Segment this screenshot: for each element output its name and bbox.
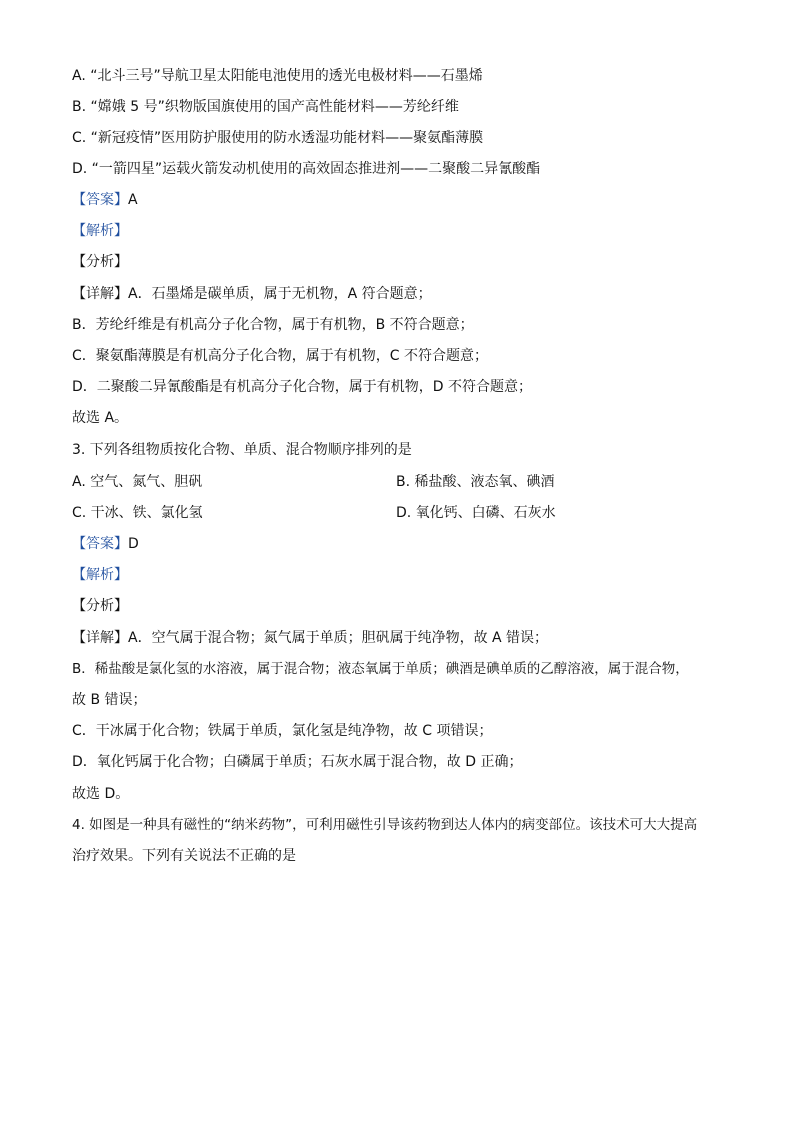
fenxi-tag: 【分析】	[72, 254, 128, 270]
q3-stem: 3. 下列各组物质按化合物、单质、混合物顺序排列的是	[72, 442, 412, 458]
q3-fenxi	[72, 596, 732, 616]
q2-analysis	[72, 221, 732, 241]
q3-detail-line-2: B．稀盐酸是氯化氢的水溶液，属于混合物；液态氧属于单质；碘酒是碘单质的乙醇溶液，属于混合物，	[72, 661, 689, 677]
answer-tag: 【答案】	[72, 192, 128, 208]
fenxi-tag: 【分析】	[72, 598, 128, 614]
q2-option-b: B. “嫦娥 5 号”织物版国旗使用的国产高性能材料——芳纶纤维	[72, 99, 459, 115]
detail-text: A．空气属于混合物；氮气属于单质；胆矾属于纯净物，故 A 错误；	[128, 630, 549, 646]
q3-detail-line-4: D．氧化钙属于化合物；白磷属于单质；石灰水属于混合物，故 D 正确；	[72, 754, 523, 770]
detail-tag: 【详解】	[72, 286, 128, 302]
q2-detail-line-3: C．聚氨酯薄膜是有机高分子化合物，属于有机物，C 不符合题意；	[72, 348, 488, 364]
q4-stem-line-1: 4. 如图是一种具有磁性的“纳米药物”，可利用磁性引导该药物到达人体内的病变部位。该技术可大大提高	[72, 817, 698, 833]
q2-detail-line-1	[72, 284, 732, 304]
q3-detail-line-3: C．干冰属于化合物；铁属于单质，氯化氢是纯净物，故 C 项错误；	[72, 723, 493, 739]
q4-stem-line-2: 治疗效果。下列有关说法不正确的是	[72, 848, 296, 864]
answer-value: A	[128, 192, 138, 208]
q2-detail-line-2: B．芳纶纤维是有机高分子化合物，属于有机物，B 不符合题意；	[72, 317, 474, 333]
q3-conclusion: 故选 D。	[72, 786, 130, 802]
detail-text: A．石墨烯是碳单质，属于无机物，A 符合题意；	[128, 286, 432, 302]
detail-tag: 【详解】	[72, 630, 128, 646]
q3-option-c: C. 干冰、铁、氯化氢	[72, 505, 203, 521]
q3-detail-line-2b: 故 B 错误；	[72, 692, 147, 708]
q2-fenxi	[72, 252, 732, 272]
q2-answer	[72, 190, 732, 210]
answer-value: D	[128, 536, 139, 552]
q2-option-c: C. “新冠疫情”医用防护服使用的防水透湿功能材料——聚氨酯薄膜	[72, 130, 484, 146]
q2-option-a: A. “北斗三号”导航卫星太阳能电池使用的透光电极材料——石墨烯	[72, 68, 483, 84]
q3-option-a: A. 空气、氮气、胆矾	[72, 474, 203, 490]
q3-analysis	[72, 565, 732, 585]
q2-option-d: D. “一箭四星”运载火箭发动机使用的高效固态推进剂——二聚酸二异氰酸酯	[72, 161, 541, 177]
q2-detail-line-4: D．二聚酸二异氰酸酯是有机高分子化合物，属于有机物，D 不符合题意；	[72, 379, 533, 395]
q3-option-b: B. 稀盐酸、液态氧、碘酒	[396, 474, 555, 490]
q3-option-d: D. 氧化钙、白磷、石灰水	[396, 505, 556, 521]
q3-detail-line-1	[72, 628, 732, 648]
q3-answer	[72, 534, 732, 554]
analysis-tag: 【解析】	[72, 567, 128, 583]
analysis-tag: 【解析】	[72, 223, 128, 239]
answer-tag: 【答案】	[72, 536, 128, 552]
q2-conclusion: 故选 A。	[72, 410, 129, 426]
